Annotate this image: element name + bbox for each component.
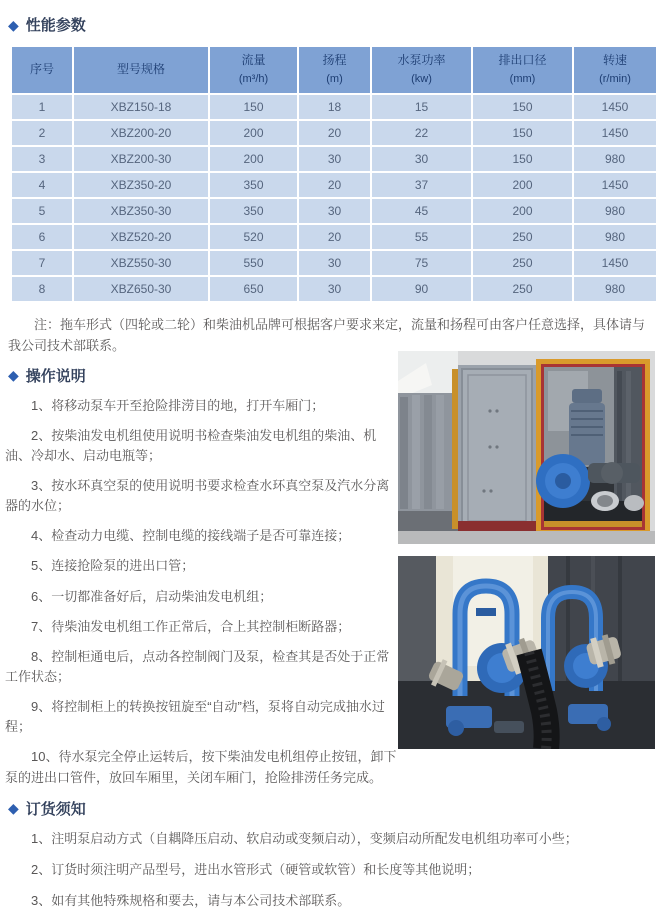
table-cell: 350: [210, 173, 297, 197]
figure-column: [398, 351, 655, 749]
table-row: [12, 173, 656, 197]
section-heading-performance: [8, 14, 655, 35]
table-cell: 30: [299, 147, 370, 171]
table-cell: 15: [372, 95, 471, 119]
table-cell: 75: [372, 251, 471, 275]
column-header: 型号规格: [74, 47, 208, 93]
table-row: [12, 277, 656, 301]
table-cell: 250: [473, 277, 572, 301]
column-header: 序号: [12, 47, 72, 93]
column-unit: (m): [326, 72, 343, 85]
table-cell: 37: [372, 173, 471, 197]
table-row: [12, 95, 656, 119]
table-header-row: [12, 47, 656, 93]
table-cell: 2: [12, 121, 72, 145]
table-cell: 650: [210, 277, 297, 301]
table-cell: XBZ200-20: [74, 121, 208, 145]
table-cell: 4: [12, 173, 72, 197]
table-row: [12, 121, 656, 145]
diamond-icon: ◆: [8, 16, 19, 33]
table-cell: 250: [473, 251, 572, 275]
table-cell: 520: [210, 225, 297, 249]
table-cell: 1450: [574, 95, 656, 119]
column-unit: (r/min): [599, 72, 631, 85]
table-cell: 1450: [574, 251, 656, 275]
operation-step: 1、将移动泵车开至抢险排涝目的地，打开车厢门；: [31, 397, 325, 413]
table-cell: XBZ200-30: [74, 147, 208, 171]
diamond-icon: ◆: [8, 367, 19, 384]
section-title: 操作说明: [25, 367, 86, 385]
table-cell: 90: [372, 277, 471, 301]
table-cell: 20: [299, 121, 370, 145]
operation-step: 7、待柴油发电机组工作正常后，合上其控制柜断路器；: [31, 618, 351, 634]
table-cell: 30: [299, 251, 370, 275]
table-cell: 55: [372, 225, 471, 249]
operation-step: 8、控制柜通电后，点动各控制阀门及泵，检查其是否处于正常工作状态；: [5, 648, 390, 684]
operation-section: [5, 365, 655, 788]
section-title: 订货须知: [25, 800, 86, 818]
table-cell: 20: [299, 173, 370, 197]
table-cell: 20: [299, 225, 370, 249]
table-cell: 1: [12, 95, 72, 119]
table-row: [12, 199, 656, 223]
operation-steps: [5, 396, 397, 788]
section-heading-operation: [8, 365, 397, 386]
table-cell: 45: [372, 199, 471, 223]
table-cell: 30: [372, 147, 471, 171]
table-cell: 1450: [574, 121, 656, 145]
performance-table: [10, 45, 658, 303]
section-title: 性能参数: [25, 17, 86, 34]
column-unit: (m³/h): [238, 72, 269, 85]
photo-blue-pumps: [398, 556, 655, 749]
column-header: 流量 (m³/h): [210, 47, 297, 93]
operation-step: 4、检查动力电缆、控制电缆的接线端子是否可靠连接；: [31, 528, 351, 544]
table-cell: XBZ520-20: [74, 225, 208, 249]
table-cell: 7: [12, 251, 72, 275]
diamond-icon: ◆: [8, 800, 19, 817]
table-row: [12, 225, 656, 249]
operation-step: 9、将控制柜上的转换按钮旋至“自动”档，泵将自动完成抽水过程；: [5, 699, 385, 735]
table-cell: 980: [574, 147, 656, 171]
table-cell: 550: [210, 251, 297, 275]
table-cell: 980: [574, 277, 656, 301]
ordering-item: 2、订货时须注明产品型号，进出水管形式（硬管或软管）和长度等其他说明；: [31, 861, 481, 877]
table-cell: 350: [210, 199, 297, 223]
table-cell: 30: [299, 277, 370, 301]
table-cell: XBZ650-30: [74, 277, 208, 301]
table-cell: 150: [473, 121, 572, 145]
table-cell: 200: [210, 121, 297, 145]
table-cell: 150: [210, 95, 297, 119]
operation-step: 2、按柴油发电机组使用说明书检查柴油发电机组的柴油、机油、冷却水、启动电瓶等；: [5, 427, 377, 463]
table-row: [12, 251, 656, 275]
table-cell: 3: [12, 147, 72, 171]
table-row: [12, 147, 656, 171]
table-cell: 150: [473, 147, 572, 171]
table-cell: XBZ150-18: [74, 95, 208, 119]
ordering-item: 1、注明泵启动方式（自耦降压启动、软启动或变频启动），变频启动所配发电机组功率可小些；: [31, 830, 578, 846]
table-cell: 18: [299, 95, 370, 119]
column-unit: (kw): [411, 72, 432, 85]
section-heading-ordering: [8, 798, 655, 819]
table-cell: 150: [473, 95, 572, 119]
column-header: 转速 (r/min): [574, 47, 656, 93]
table-note: 注：拖车形式（四轮或二轮）和柴油机品牌可根据客户要求来定，流量和扬程可由客户任意选择，具体请与我公司技术部联系。: [8, 317, 646, 353]
table-cell: XBZ550-30: [74, 251, 208, 275]
operation-step: 5、连接抢险泵的进出口管；: [31, 558, 195, 574]
table-cell: 200: [473, 173, 572, 197]
table-cell: 980: [574, 199, 656, 223]
photo-container-pump: [398, 351, 655, 544]
table-cell: 22: [372, 121, 471, 145]
column-header: 水泵功率 (kw): [372, 47, 471, 93]
column-header: 排出口径 (mm): [473, 47, 572, 93]
column-header: 扬程 (m): [299, 47, 370, 93]
table-cell: 8: [12, 277, 72, 301]
ordering-items: [5, 829, 655, 911]
table-cell: 200: [473, 199, 572, 223]
table-cell: 980: [574, 225, 656, 249]
table-cell: 200: [210, 147, 297, 171]
table-cell: 30: [299, 199, 370, 223]
ordering-item: 3、如有其他特殊规格和要去，请与本公司技术部联系。: [31, 892, 351, 908]
column-unit: (mm): [509, 72, 536, 85]
table-cell: 250: [473, 225, 572, 249]
operation-step: 6、一切都准备好后，启动柴油发电机组；: [31, 588, 273, 604]
table-cell: 1450: [574, 173, 656, 197]
operation-step: 10、待水泵完全停止运转后，按下柴油发电机组停止按钮，卸下泵的进出口管件，放回车厢里，关闭车厢门，抢险排涝任务完成。: [5, 749, 397, 785]
table-cell: 6: [12, 225, 72, 249]
table-cell: 5: [12, 199, 72, 223]
table-cell: XBZ350-30: [74, 199, 208, 223]
operation-step: 3、按水环真空泵的使用说明书要求检查水环真空泵及汽水分离器的水位；: [5, 478, 390, 514]
table-cell: XBZ350-20: [74, 173, 208, 197]
